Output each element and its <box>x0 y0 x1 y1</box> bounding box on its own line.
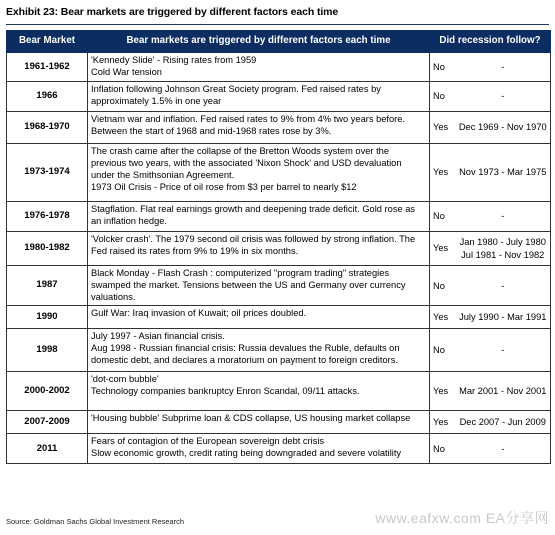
recession-cell: Yes <box>430 232 456 266</box>
table-row <box>7 53 551 82</box>
recession-cell: Yes <box>430 144 456 202</box>
recession-cell: No <box>430 82 456 112</box>
recession-period-cell: Mar 2001 - Nov 2001 <box>456 372 551 411</box>
bear-market-cell: 1980-1982 <box>7 232 88 266</box>
table-row <box>7 434 551 464</box>
factors-cell: Vietnam war and inflation. Fed raised rates to 9% from 4% two years before. Between the start of 1968 and mid-1968 rates rose by 3%. <box>88 112 430 144</box>
recession-period-cell: Dec 1969 - Nov 1970 <box>456 112 551 144</box>
recession-period-cell: Jan 1980 - July 1980 Jul 1981 - Nov 1982 <box>456 232 551 266</box>
recession-period-cell: - <box>456 82 551 112</box>
recession-cell: Yes <box>430 306 456 329</box>
recession-cell: No <box>430 53 456 82</box>
table-row <box>7 329 551 372</box>
table-row <box>7 411 551 434</box>
recession-period-cell: July 1990 - Mar 1991 <box>456 306 551 329</box>
factors-cell: The crash came after the collapse of the Bretton Woods system over the previous two years, with the associated 'Nixon Shock' and USD devaluation under the Smithsonian Agreement. 1973 Oil Crisis - Price of oil rose from $3 per barrel to nearly $12 <box>88 144 430 202</box>
bear-market-cell: 1973-1974 <box>7 144 88 202</box>
title-divider <box>6 24 549 25</box>
recession-period-cell: Nov 1973 - Mar 1975 <box>456 144 551 202</box>
factors-cell: 'dot-com bubble' Technology companies bankruptcy Enron Scandal, 09/11 attacks. <box>88 372 430 411</box>
bear-market-cell: 1966 <box>7 82 88 112</box>
recession-cell: No <box>430 329 456 372</box>
factors-cell: Fears of contagion of the European sovereign debt crisis Slow economic growth, credit rating being downgraded and severe volatility <box>88 434 430 464</box>
exhibit-title: Exhibit 23: Bear markets are triggered by different factors each time <box>6 6 339 18</box>
bear-market-cell: 1987 <box>7 266 88 306</box>
watermark: www.eafxw.com EA分享网 <box>375 510 549 526</box>
recession-period-cell: - <box>456 266 551 306</box>
header-recession: Did recession follow? <box>430 31 551 53</box>
recession-cell: Yes <box>430 411 456 434</box>
table-row <box>7 82 551 112</box>
factors-cell: 'Kennedy Slide' - Rising rates from 1959 Cold War tension <box>88 53 430 82</box>
recession-period-cell: - <box>456 434 551 464</box>
table-row <box>7 306 551 329</box>
recession-cell: No <box>430 434 456 464</box>
bear-market-cell: 2000-2002 <box>7 372 88 411</box>
header-bear-market: Bear Market <box>7 31 88 53</box>
source-note: Source: Goldman Sachs Global Investment Research <box>6 517 185 526</box>
table-body <box>7 53 551 464</box>
bear-market-cell: 1961-1962 <box>7 53 88 82</box>
bear-market-cell: 2007-2009 <box>7 411 88 434</box>
bear-markets-table <box>6 30 551 464</box>
table-header-row <box>7 31 551 53</box>
factors-cell: July 1997 - Asian financial crisis. Aug 1998 - Russian financial crisis: Russia devalues the Ruble, defaults on domestic debt, and declares a moratorium on payment to foreign creditors. <box>88 329 430 372</box>
bear-market-cell: 1990 <box>7 306 88 329</box>
table-row <box>7 232 551 266</box>
recession-cell: Yes <box>430 372 456 411</box>
recession-cell: Yes <box>430 112 456 144</box>
bear-market-cell: 1968-1970 <box>7 112 88 144</box>
factors-cell: 'Housing bubble' Subprime loan & CDS collapse, US housing market collapse <box>88 411 430 434</box>
recession-period-cell: - <box>456 329 551 372</box>
recession-period-cell: - <box>456 202 551 232</box>
table-row <box>7 266 551 306</box>
table-row <box>7 144 551 202</box>
factors-cell: Black Monday - Flash Crash : computerized "program trading" strategies swamped the market. Tensions between the US and Germany over currency valuations. <box>88 266 430 306</box>
recession-period-cell: Dec 2007 - Jun 2009 <box>456 411 551 434</box>
recession-period-cell: - <box>456 53 551 82</box>
factors-cell: 'Volcker crash'. The 1979 second oil crisis was followed by strong inflation. The Fed raised its rates from 9% to 19% in six months. <box>88 232 430 266</box>
recession-cell: No <box>430 202 456 232</box>
header-factors: Bear markets are triggered by different factors each time <box>88 31 430 53</box>
factors-cell: Stagflation. Flat real earnings growth and deepening trade deficit. Gold rose as an inflation hedge. <box>88 202 430 232</box>
factors-cell: Inflation following Johnson Great Society program. Fed raised rates by approximately 1.5% in one year <box>88 82 430 112</box>
bear-market-cell: 1998 <box>7 329 88 372</box>
factors-cell: Gulf War: Iraq invasion of Kuwait; oil prices doubled. <box>88 306 430 329</box>
table-row <box>7 112 551 144</box>
recession-cell: No <box>430 266 456 306</box>
table-row <box>7 202 551 232</box>
bear-market-cell: 1976-1978 <box>7 202 88 232</box>
bear-market-cell: 2011 <box>7 434 88 464</box>
table-row <box>7 372 551 411</box>
